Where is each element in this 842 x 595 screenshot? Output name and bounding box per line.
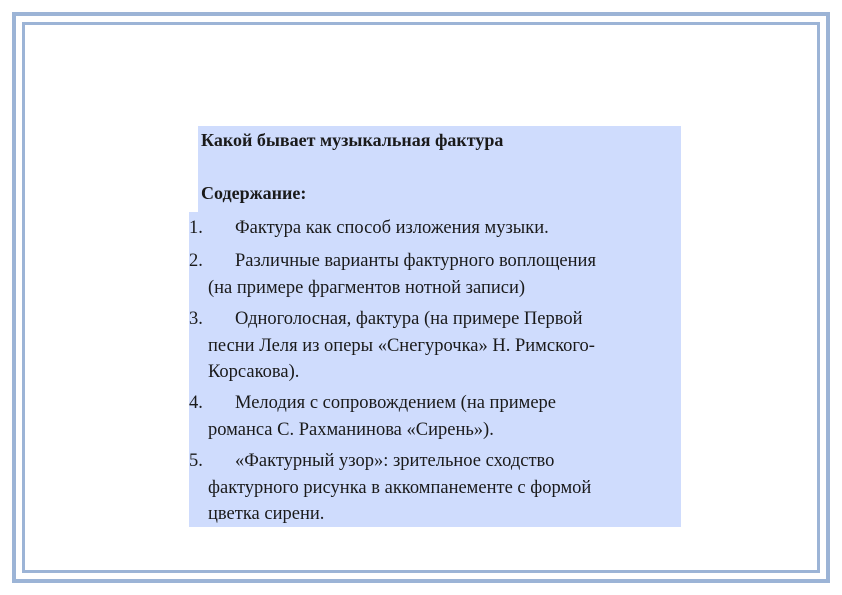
list-item-text — [189, 215, 681, 242]
list-item — [189, 390, 681, 443]
list-item-line: песни Леля из оперы «Снегурочка» Н. Римского- — [208, 335, 595, 356]
slide-title: Какой бывает музыкальная фактура — [201, 130, 504, 150]
list-item-text — [189, 306, 681, 386]
list-item-line: «Фактурный узор»: зрительное сходство — [235, 451, 555, 471]
list-item-line: Корсакова). — [208, 362, 300, 382]
list-item — [189, 306, 681, 386]
list-item-line: (на примере фрагментов нотной записи) — [208, 277, 526, 298]
list-item-line: Одноголосная, фактура (на примере Первой — [235, 309, 583, 329]
contents-heading: Содержание: — [201, 183, 307, 203]
list-item-text — [189, 390, 681, 443]
list-item-line: романса С. Рахманинова «Сирень»). — [208, 419, 494, 440]
list-item-number: 3. — [189, 309, 203, 329]
list-item — [189, 448, 681, 528]
list-item-number: 1. — [189, 218, 203, 238]
list-item-line: Фактура как способ изложения музыки. — [235, 218, 549, 238]
contents-list — [189, 212, 681, 527]
list-item — [189, 215, 681, 242]
list-item — [189, 248, 681, 301]
list-item-text — [189, 448, 681, 528]
list-item-number: 5. — [189, 451, 203, 471]
list-item-text — [189, 248, 681, 301]
list-item-line: Различные варианты фактурного воплощения — [235, 251, 596, 271]
list-item-line: фактурного рисунка в аккомпанементе с формой — [208, 477, 592, 498]
list-item-line: цветка сирени. — [208, 504, 325, 524]
list-item-line: Мелодия с сопровождением (на примере — [235, 393, 556, 413]
list-item-number: 2. — [189, 251, 203, 271]
list-item-number: 4. — [189, 393, 203, 413]
title-block — [198, 126, 681, 212]
